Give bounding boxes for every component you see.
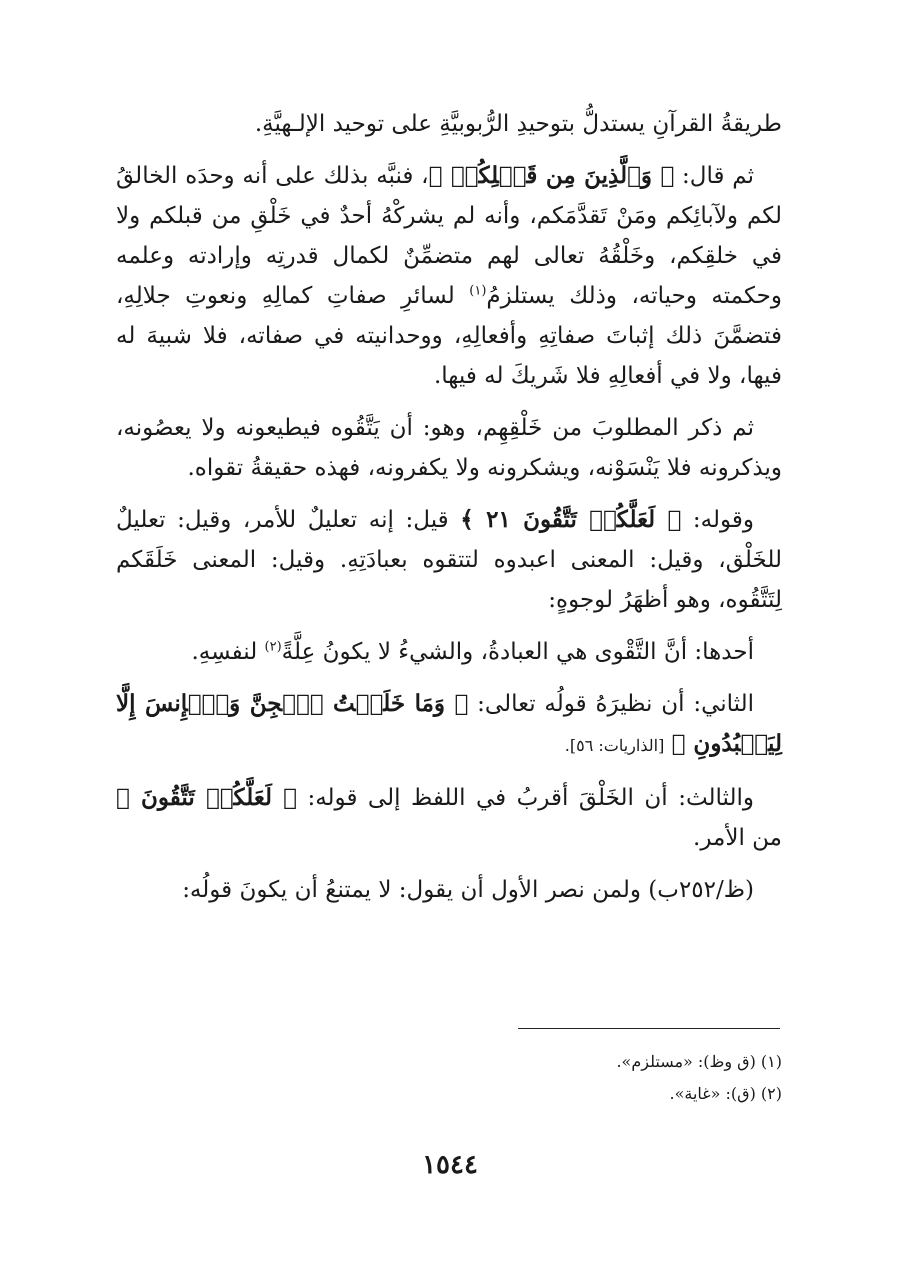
text-run xyxy=(664,731,671,757)
footnote-reference: (٢) xyxy=(264,639,282,655)
text-run: ثم قال: xyxy=(674,163,754,189)
paragraph xyxy=(116,104,782,144)
footnote-number: (٢) xyxy=(760,1084,782,1103)
paragraph xyxy=(116,500,782,620)
page-number: ١٥٤٤ xyxy=(422,1150,478,1180)
quran-verse: ﴿ وَٱلَّذِينَ مِن قَبۡلِكُمۡ ﴾ xyxy=(428,162,675,189)
paragraph xyxy=(116,778,782,858)
quran-verse: ﴿ وَمَا خَلَقۡتُ ٱلۡجِنَّ وَٱلۡإِنسَ إِلَّا لِيَعۡبُدُونِ ﴾ xyxy=(116,690,782,757)
footnotes xyxy=(616,1046,782,1110)
paragraph xyxy=(116,870,782,910)
text-run: من الأمر. xyxy=(693,825,782,851)
quran-verse: ﴿ لَعَلَّكُمۡ تَتَّقُونَ ﴾ xyxy=(116,784,297,811)
text-run: لسائرِ صفاتِ كمالِهِ ونعوتِ جلالِهِ، فتضمَّنَ ذلك إثباتَ صفاتِهِ وأفعالِهِ، ووحدانيته في صفاته، فلا شبيهَ له فيها، ولا في أفعالِهِ فلا شَريكَ له فيها. xyxy=(116,283,782,389)
footnote-number: (١) xyxy=(760,1052,782,1071)
text-run: والثالث: أن الخَلْقَ أقربُ في اللفظ إلى قوله: xyxy=(296,785,754,811)
quran-verse: ﴿ لَعَلَّكُمۡ تَتَّقُونَ ٢١ ﴾ xyxy=(460,506,682,533)
footnote-text: (ق وظ): «مستلزم». xyxy=(616,1052,756,1071)
verse-citation: [الذاريات: ٥٦]. xyxy=(564,736,665,755)
footnote xyxy=(616,1046,782,1078)
paragraph xyxy=(116,684,782,766)
text-run: أحدها: أنَّ التَّقْوى هي العبادةُ، والشيءُ لا يكونُ عِلَّةً xyxy=(281,639,754,665)
footnote-reference: (١) xyxy=(469,283,487,299)
text-run: (ظ/٢٥٢ب) ولمن نصر الأول أن يقول: لا يمتنعُ أن يكونَ قولُه: xyxy=(182,877,754,903)
text-run: لنفسِهِ. xyxy=(191,639,265,665)
paragraph xyxy=(116,156,782,396)
footnote-text: (ق): «غاية». xyxy=(669,1084,756,1103)
text-run: وقوله: xyxy=(681,507,755,533)
paragraph xyxy=(116,408,782,488)
text-run: ثم ذكر المطلوبَ من خَلْقِهِم، وهو: أن يَتَّقُوه فيطيعونه ولا يعصُونه، ويذكرونه فلا يَنْسَوْنه، ويشكرونه ولا يكفرونه، فهذه حقيقةُ تقواه. xyxy=(116,415,782,481)
text-run: الثاني: أن نظيرَهُ قولُه تعالى: xyxy=(468,691,754,717)
text-run: طريقةُ القرآنِ يستدلُّ بتوحيدِ الرُّبوبيَّةِ على توحيد الإلـهيَّةِ. xyxy=(254,111,782,137)
text-run: ، فنبَّه بذلك على أنه وحدَه الخالقُ لكم ولآبائِكم ومَنْ تَقدَّمَكم، وأنه لم يشركْهُ أحدٌ في خَلْقِ من قبلكم ولا في خلقِكم، وخَلْقُهُ تعالى لهم متضمِّنٌ لكمال قدرتِه وإرادته وعلمه وحكمته وحياته، وذلك يستلزمُ xyxy=(116,163,782,309)
paragraph xyxy=(116,632,782,672)
main-text-body xyxy=(116,104,782,922)
text-run: قيل: إنه تعليلٌ للأمر، وقيل: تعليلٌ للخَلْق، وقيل: المعنى اعبدوه لتتقوه بعبادَتِهِ. وقيل: المعنى خَلَقَكم لِتَتَّقُوه، وهو أظهَرُ لوجوهٍ: xyxy=(116,507,782,613)
footnote xyxy=(616,1078,782,1110)
footnote-separator xyxy=(518,1028,780,1029)
